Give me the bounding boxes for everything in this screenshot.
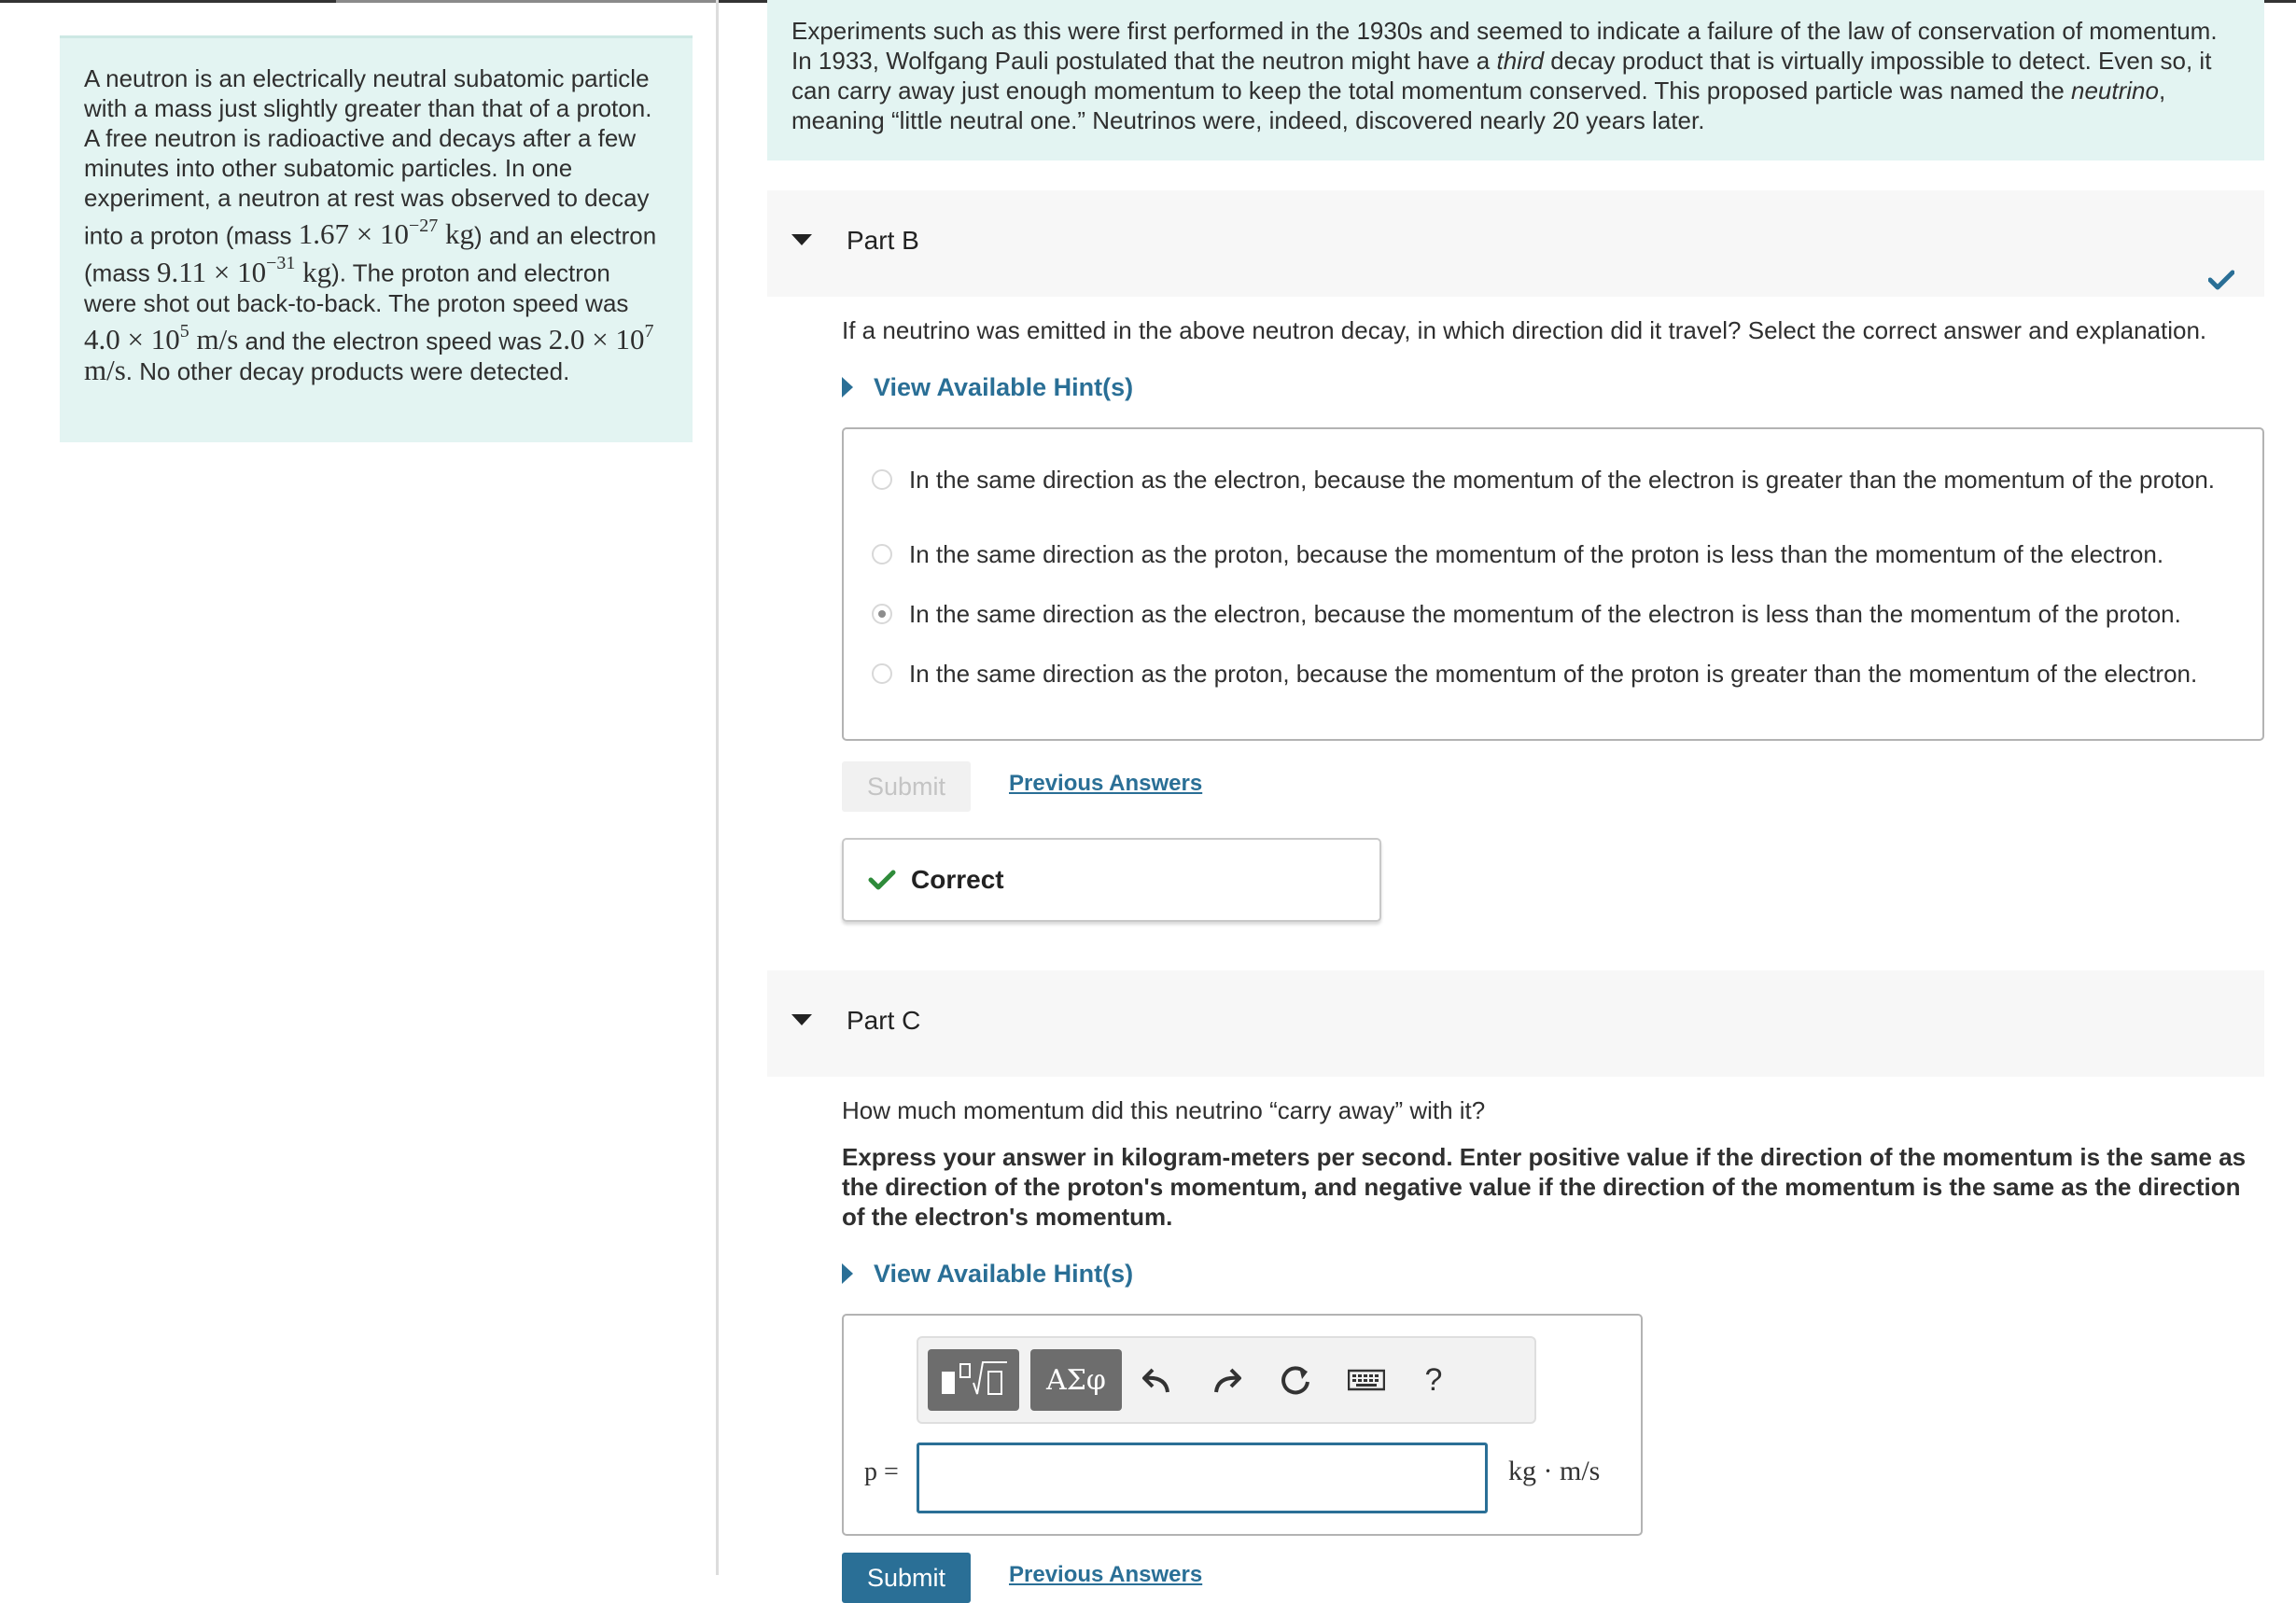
choice-1[interactable]: In the same direction as the electron, because the momentum of the electron is greater than the momentum of the proton. [872,465,2234,495]
problem-text-2: ) and an electron (mass [84,221,657,287]
choice-4[interactable]: In the same direction as the proton, because the momentum of the proton is greater than the momentum of the electron. [872,659,2234,689]
radio-button[interactable] [872,663,892,684]
keyboard-icon[interactable] [1346,1359,1387,1401]
choice-2[interactable]: In the same direction as the proton, because the momentum of the proton is less than the momentum of the electron. [872,539,2234,569]
top-border-highlight [336,0,719,3]
templates-button[interactable] [928,1349,1019,1411]
problem-text-1: A neutron is an electrically neutral subatomic particle with a mass just slightly greater than that of a proton. A free neutron is radioactive and decays after a few minutes into other subatomic particles. In one experiment, a neutron at rest was observed to decay into a proton (mass [84,64,652,250]
part-b-title: Part B [847,226,919,255]
part-c-instruction: Express your answer in kilogram-meters per second. Enter positive value if the direction of the momentum is the same as the direction of the proton's momentum, and negative value if the direction of the momentum is the same as the direction of the electron's momentum. [842,1143,2247,1231]
electron-mass: $9.11 \times 10^{-31}$ kg [157,253,332,288]
part-c-header[interactable] [767,970,2264,1077]
collapse-caret-icon[interactable] [791,234,812,245]
part-b-header[interactable] [767,190,2264,297]
expand-arrow-icon [842,377,853,397]
unit-label: kg · m/s [1508,1456,1601,1486]
problem-text-5: . No other decay products were detected. [125,356,570,385]
part-c-previous-answers-link[interactable]: Previous Answers [1009,1562,1203,1587]
radio-button[interactable] [872,469,892,490]
expand-arrow-icon [842,1263,853,1284]
electron-speed: $2.0 \times 10^7$ m/s [84,320,654,386]
proton-speed: $4.0 \times 10^5$ m/s [84,320,239,355]
greek-symbols-button[interactable]: ΑΣφ [1030,1349,1122,1411]
problem-text-3: ). The proton and electron were shot out back-to-back. The proton speed was [84,258,629,317]
momentum-input[interactable] [917,1443,1488,1513]
radio-button[interactable] [872,544,892,565]
completed-check-icon [2208,270,2234,290]
variable-label: p = [864,1457,899,1486]
help-button[interactable]: ? [1424,1361,1443,1398]
part-b-previous-answers-link[interactable]: Previous Answers [1009,771,1203,796]
reset-icon[interactable] [1277,1359,1314,1401]
part-c-title: Part C [847,1006,921,1035]
answer-entry-box [842,1314,1643,1536]
templates-icon [936,1357,1011,1403]
proton-mass: $1.67 \times 10^{-27}$ kg [298,216,475,251]
problem-text-4: and the electron speed was [238,326,549,355]
part-b-submit-button[interactable]: Submit [842,761,971,812]
math-toolbar [917,1336,1536,1424]
part-b-hint-toggle[interactable]: View Available Hint(s) [842,371,1133,403]
part-b-question: If a neutrino was emitted in the above neutron decay, in which direction did it travel? Select the correct answer and explanation. [842,316,2207,344]
radio-button-selected[interactable] [872,604,892,624]
check-icon [868,869,896,891]
choice-3[interactable]: In the same direction as the electron, because the momentum of the electron is less than the momentum of the proton. [872,599,2234,629]
feedback-correct: Correct [842,838,1381,922]
problem-statement [60,35,693,442]
part-c-hint-toggle[interactable]: View Available Hint(s) [842,1258,1133,1289]
redo-icon[interactable] [1208,1359,1245,1401]
answer-choices [842,427,2264,741]
part-c-question: How much momentum did this neutrino “carry away” with it? [842,1096,1486,1124]
undo-icon[interactable] [1139,1359,1176,1401]
column-divider [716,0,719,1575]
intro-text: Experiments such as this were first performed in the 1930s and seemed to indicate a failure of the law of conservation of momentum. In 1933, Wolfgang Pauli postulated that the neutron might have a third decay product that is virtually impossible to detect. Even so, it can carry away just enough momentum to keep the total momentum conserved. This proposed particle was named the neutrino, meaning “little neutral one.” Neutrinos were, indeed, discovered nearly 20 years later. [767,0,2264,160]
collapse-caret-icon[interactable] [791,1014,812,1025]
part-c-submit-button[interactable]: Submit [842,1553,971,1603]
